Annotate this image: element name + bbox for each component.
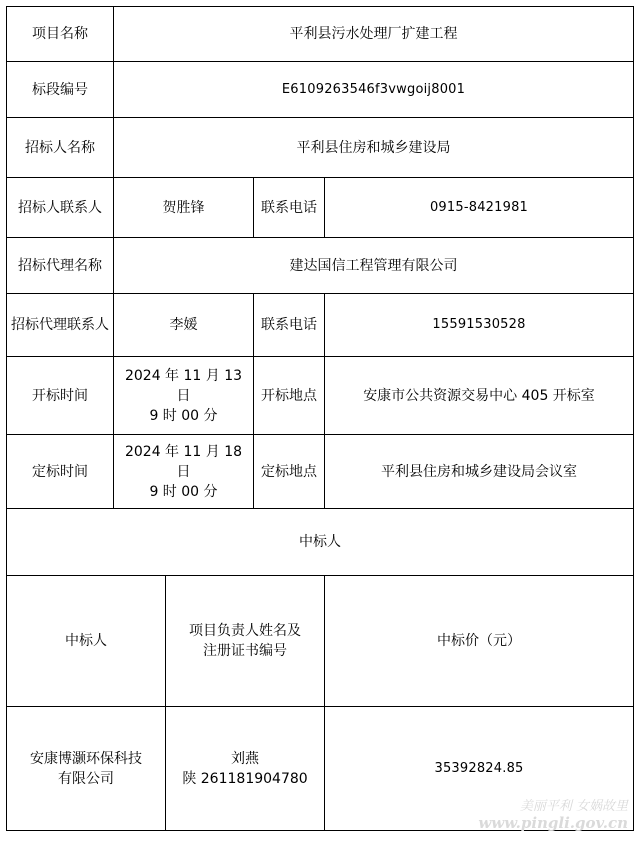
project-name-label: 项目名称 bbox=[7, 7, 114, 62]
row-winner-headers bbox=[7, 576, 634, 707]
section-no-value: E6109263546f3vwgoij8001 bbox=[114, 62, 634, 118]
manager-name: 刘燕 bbox=[231, 750, 259, 767]
winner-name-line2: 有限公司 bbox=[58, 770, 114, 787]
agency-value: 建达国信工程管理有限公司 bbox=[114, 238, 634, 294]
row-opening bbox=[7, 357, 634, 435]
project-name-value: 平利县污水处理厂扩建工程 bbox=[114, 7, 634, 62]
manager-cert: 陕 261181904780 bbox=[182, 770, 308, 787]
opening-time-line1: 2024 年 11 月 13 日 bbox=[124, 367, 243, 404]
tenderer-contact-name: 贺胜锋 bbox=[114, 178, 254, 238]
tenderer-value: 平利县住房和城乡建设局 bbox=[114, 118, 634, 178]
winner-name bbox=[7, 707, 166, 831]
tenderer-phone-label: 联系电话 bbox=[254, 178, 325, 238]
watermark-url: www.pingli.gov.cn bbox=[478, 814, 628, 832]
award-time-value bbox=[114, 435, 254, 509]
award-place: 平利县住房和城乡建设局会议室 bbox=[325, 435, 634, 509]
opening-time-value bbox=[114, 357, 254, 435]
row-agency bbox=[7, 238, 634, 294]
watermark-text: 美丽平利 女娲故里 bbox=[519, 799, 628, 814]
row-agency-contact bbox=[7, 294, 634, 357]
tenderer-contact-label: 招标人联系人 bbox=[7, 178, 114, 238]
row-section-no bbox=[7, 62, 634, 118]
price-header: 中标价（元） bbox=[325, 576, 634, 707]
opening-time-line2: 9 时 00 分 bbox=[149, 407, 218, 424]
tenderer-phone: 0915-8421981 bbox=[325, 178, 634, 238]
manager-info bbox=[166, 707, 325, 831]
opening-place-label: 开标地点 bbox=[254, 357, 325, 435]
agency-label: 招标代理名称 bbox=[7, 238, 114, 294]
row-winner-title bbox=[7, 509, 634, 576]
bid-result-table bbox=[6, 6, 634, 831]
manager-header-line2: 注册证书编号 bbox=[203, 643, 287, 659]
row-award bbox=[7, 435, 634, 509]
section-no-label: 标段编号 bbox=[7, 62, 114, 118]
award-place-label: 定标地点 bbox=[254, 435, 325, 509]
award-time-label: 定标时间 bbox=[7, 435, 114, 509]
award-time-line1: 2024 年 11 月 18 日 bbox=[124, 443, 243, 480]
row-tenderer-contact bbox=[7, 178, 634, 238]
manager-header-line1: 项目负责人姓名及 bbox=[189, 623, 301, 639]
opening-time-label: 开标时间 bbox=[7, 357, 114, 435]
winning-price: 35392824.85 bbox=[325, 707, 634, 831]
agency-contact-name: 李媛 bbox=[114, 294, 254, 357]
agency-contact-label: 招标代理联系人 bbox=[7, 294, 114, 357]
row-tenderer bbox=[7, 118, 634, 178]
opening-place: 安康市公共资源交易中心 405 开标室 bbox=[325, 357, 634, 435]
winner-section-title: 中标人 bbox=[7, 509, 634, 576]
tenderer-label: 招标人名称 bbox=[7, 118, 114, 178]
winner-header: 中标人 bbox=[7, 576, 166, 707]
row-project-name bbox=[7, 7, 634, 62]
agency-phone: 15591530528 bbox=[325, 294, 634, 357]
site-watermark bbox=[478, 799, 628, 831]
award-time-line2: 9 时 00 分 bbox=[149, 483, 218, 500]
winner-name-line1: 安康博灏环保科技 bbox=[30, 750, 142, 767]
agency-phone-label: 联系电话 bbox=[254, 294, 325, 357]
manager-header bbox=[166, 576, 325, 707]
